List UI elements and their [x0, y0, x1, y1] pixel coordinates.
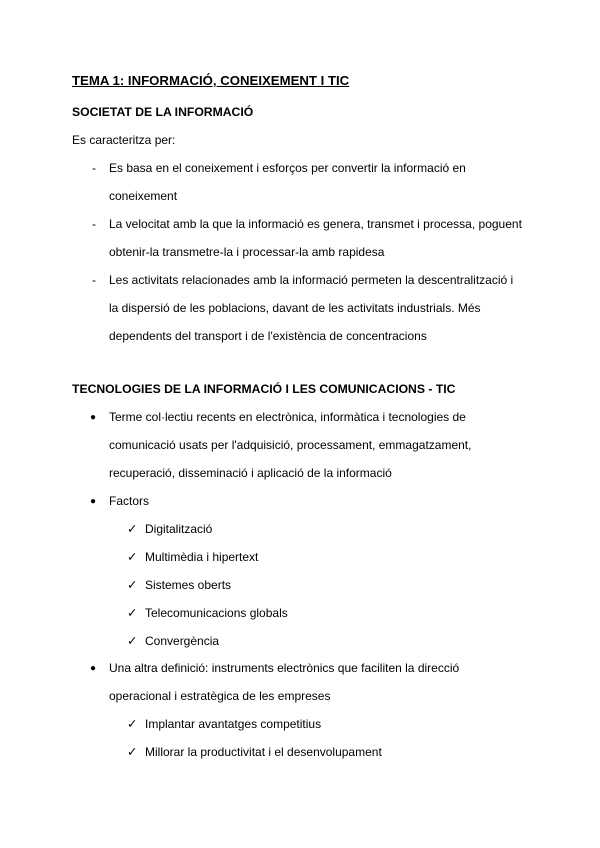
- bullet-marker: ●: [90, 496, 97, 507]
- list-item-line: Les activitats relacionades amb la informació permeten la descentralització i: [109, 273, 514, 287]
- factor-item: Convergència: [145, 634, 220, 648]
- page-title: TEMA 1: INFORMACIÓ, CONEIXEMENT I TIC: [72, 73, 350, 88]
- factor-item: Sistemes oberts: [145, 578, 232, 592]
- sub-item: Implantar avantatges competitius: [145, 717, 322, 731]
- check-icon: ✓: [127, 550, 138, 564]
- bullet-item-line: operacional i estratègica de les empreses: [109, 689, 331, 703]
- factor-item: Multimèdia i hipertext: [145, 550, 259, 564]
- dash-marker: -: [92, 273, 96, 287]
- list-item-line: La velocitat amb la que la informació es genera, transmet i processa, poguent: [109, 217, 522, 231]
- list-item-line: obtenir-la transmetre-la i processar-la amb rapidesa: [109, 245, 385, 259]
- list-item-line: dependents del transport i de l'existència de concentracions: [109, 329, 427, 343]
- bullet-item-line: Una altra definició: instruments electrònics que faciliten la direcció: [109, 661, 460, 675]
- check-icon: ✓: [127, 717, 138, 731]
- sub-item: Millorar la productivitat i el desenvolupament: [145, 745, 382, 759]
- check-icon: ✓: [127, 578, 138, 592]
- factor-item: Telecomunicacions globals: [145, 606, 288, 620]
- bullet-marker: ●: [90, 663, 97, 674]
- list-item-line: la dispersió de les poblacions, davant de les activitats industrials. Més: [109, 301, 481, 315]
- factor-item: Digitalització: [145, 522, 213, 536]
- bullet-item-line: Factors: [109, 494, 150, 508]
- bullet-item-line: Terme col·lectiu recents en electrònica, informàtica i tecnologies de: [109, 410, 466, 424]
- bullet-marker: ●: [90, 412, 97, 423]
- dash-marker: -: [92, 161, 96, 175]
- check-icon: ✓: [127, 634, 138, 648]
- bullet-item-line: comunicació usats per l'adquisició, processament, emmagatzament,: [109, 438, 472, 452]
- list-item-line: Es basa en el coneixement i esforços per convertir la informació en: [109, 161, 466, 175]
- bullet-item-line: recuperació, disseminació i aplicació de la informació: [109, 466, 392, 480]
- check-icon: ✓: [127, 745, 138, 759]
- section-heading-tic: TECNOLOGIES DE LA INFORMACIÓ I LES COMUNICACIONS - TIC: [72, 382, 456, 396]
- list-item-line: coneixement: [109, 189, 178, 203]
- check-icon: ✓: [127, 606, 138, 620]
- dash-marker: -: [92, 217, 96, 231]
- section-heading-societat: SOCIETAT DE LA INFORMACIÓ: [72, 105, 254, 119]
- check-icon: ✓: [127, 522, 138, 536]
- section-intro: Es caracteritza per:: [72, 133, 176, 147]
